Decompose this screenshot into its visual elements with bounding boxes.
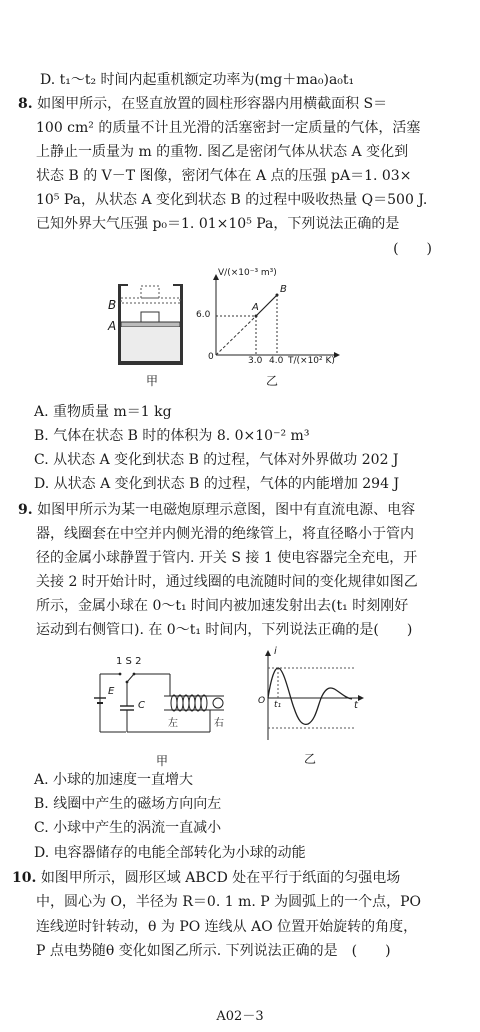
t1-label: t₁ bbox=[274, 700, 282, 710]
question-text-line: 关接 2 时开始计时，通过线圈的电流随时间的变化规律如图乙 bbox=[36, 574, 418, 590]
figure-caption: 甲 bbox=[146, 374, 159, 388]
question-text-line: 径的金属小球静置于管内. 开关 S 接 1 使电容器完全充电，开 bbox=[36, 550, 418, 566]
origin-label: 0 bbox=[208, 352, 214, 362]
origin-label: O bbox=[258, 696, 266, 706]
question-text-line: P 点电势随θ 变化如图乙所示. 下列说法正确的是 ( ) bbox=[36, 943, 391, 959]
option-c: C. 小球中产生的涡流一直减小 bbox=[34, 820, 222, 836]
question-text-line: 状态 B 的 V－T 图像，密闭气体在 A 点的压强 pA＝1. 03× bbox=[36, 168, 412, 184]
figure-cylinder bbox=[108, 276, 198, 388]
right-label: 右 bbox=[214, 718, 224, 729]
question-text-line: 运动到右侧管口). 在 0～t₁ 时间内，下列说法正确的是( ) bbox=[36, 622, 413, 638]
label-b: B bbox=[108, 298, 117, 312]
capacitor-label: C bbox=[138, 700, 145, 711]
y-tick-label: 6.0 bbox=[196, 310, 211, 320]
question-number: 10. bbox=[12, 870, 37, 886]
question-text-line: 如图甲所示为某一电磁炮原理示意图，图中有直流电源、电容 bbox=[37, 502, 416, 518]
option-a: A. 重物质量 m＝1 kg bbox=[34, 404, 172, 420]
y-axis-label: V/(×10⁻³ m³) bbox=[218, 268, 277, 278]
question-text-line: 器，线圈套在中空并内侧光滑的绝缘管上，将直径略小于管内 bbox=[36, 526, 414, 542]
question-text-line: 所示，金属小球在 0～t₁ 时间内被加速发射出去(t₁ 时刻刚好 bbox=[36, 598, 409, 614]
figure-it-graph bbox=[256, 646, 366, 766]
figure-vt-graph bbox=[196, 268, 346, 388]
figure-caption: 甲 bbox=[156, 754, 169, 768]
question-text-line: 中，圆心为 O，半径为 R＝0. 1 m. P 为圆弧上的一个点，PO bbox=[36, 894, 422, 910]
point-b-label: B bbox=[280, 284, 287, 295]
figure-caption: 乙 bbox=[266, 374, 279, 388]
x-tick-label: 3.0 bbox=[248, 356, 263, 366]
question-text-line: 上静止一质量为 m 的重物. 图乙是密闭气体从状态 A 变化到 bbox=[36, 144, 409, 160]
answer-blank: ( ) bbox=[393, 241, 432, 257]
figure-caption: 乙 bbox=[304, 752, 317, 766]
x-axis-label: T/(×10² K) bbox=[288, 356, 335, 366]
option-d: D. 从状态 A 变化到状态 B 的过程，气体的内能增加 294 J bbox=[34, 476, 400, 492]
option-a: A. 小球的加速度一直增大 bbox=[34, 772, 194, 788]
t-axis-label: t bbox=[354, 700, 358, 711]
x-tick-label: 4.0 bbox=[269, 356, 284, 366]
point-a-label: A bbox=[252, 302, 259, 313]
i-axis-label: i bbox=[274, 646, 277, 657]
figure-circuit bbox=[90, 652, 240, 768]
left-label: 左 bbox=[168, 718, 178, 729]
question-number: 8. bbox=[18, 96, 33, 112]
question-text-line: 100 cm² 的质量不计且光滑的活塞密封一定质量的气体，活塞 bbox=[36, 120, 421, 136]
option-d: D. 电容器储存的电能全部转化为小球的动能 bbox=[34, 845, 306, 861]
battery-label: E bbox=[108, 686, 115, 697]
question-text-line: 如图甲所示，圆形区域 ABCD 处在平行于纸面的匀强电场 bbox=[40, 870, 401, 886]
label-a: A bbox=[108, 319, 117, 333]
question-number: 9. bbox=[18, 502, 33, 518]
page-footer: A02－3 bbox=[216, 1009, 264, 1024]
question-text-line: 如图甲所示，在竖直放置的圆柱形容器内用横截面积 S＝ bbox=[37, 96, 388, 112]
question-text-line: 连线逆时针转动，θ 为 PO 连线从 AO 位置开始旋转的角度， bbox=[36, 919, 418, 935]
question-text-line: 已知外界大气压强 p₀＝1. 01×10⁵ Pa，下列说法正确的是 bbox=[36, 216, 400, 232]
option-b: B. 线圈中产生的磁场方向向左 bbox=[34, 796, 222, 812]
switch-label: 1 S 2 bbox=[116, 656, 142, 667]
option-c: C. 从状态 A 变化到状态 B 的过程，气体对外界做功 202 J bbox=[34, 452, 399, 468]
question-text-line: 10⁵ Pa，从状态 A 变化到状态 B 的过程中吸收热量 Q＝500 J. bbox=[36, 192, 428, 208]
prev-question-option-d: D. t₁～t₂ 时间内起重机额定功率为(mg＋ma₀)a₀t₁ bbox=[40, 72, 355, 88]
option-b: B. 气体在状态 B 时的体积为 8. 0×10⁻² m³ bbox=[34, 428, 310, 444]
